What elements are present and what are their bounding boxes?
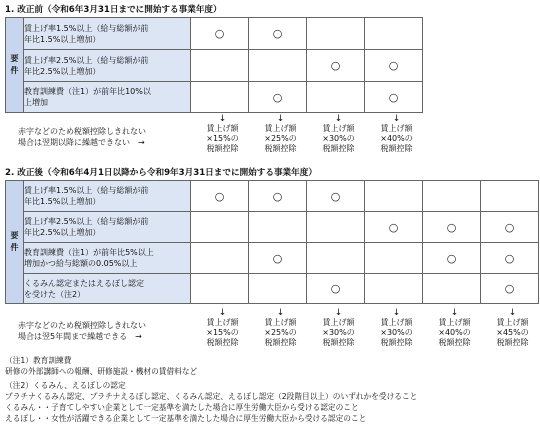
section1-table — [5, 17, 423, 113]
mark-cell: ○ — [481, 212, 539, 243]
mark-cell — [423, 181, 481, 212]
requirement-line: くるみん認定またはえるぼし認定 — [24, 278, 144, 288]
footnote-1-text: 研修の外部講師への報酬、研修施設・機材の賃借料など — [5, 367, 198, 376]
result-line: ×30%の — [380, 328, 413, 337]
result-line: ×40%の — [380, 134, 413, 143]
down-arrow-icon: ↓ — [508, 308, 517, 318]
requirement-label — [24, 212, 191, 243]
table-row — [6, 274, 539, 304]
requirement-line: 賃上げ率1.5%以上（給与総額が前 — [24, 186, 149, 195]
note-line: 赤字などのため税額控除しきれない — [18, 127, 146, 136]
requirement-line: 年比1.5%以上増加） — [24, 34, 101, 44]
result-line: 賃上げ額 — [322, 124, 355, 133]
result-line: 賃上げ額 — [206, 318, 239, 327]
result-line: ×25%の — [264, 328, 297, 337]
requirement-line: を受けた（注2） — [24, 289, 86, 299]
result-label — [252, 114, 309, 154]
result-label — [368, 114, 425, 154]
result-line: 税額控除 — [264, 144, 297, 153]
table-row — [6, 181, 539, 212]
side-label-char: 要 — [10, 54, 19, 63]
side-label-char: 要 — [10, 231, 19, 240]
requirement-line: 増加かつ給与総額の0.05%以上 — [24, 259, 138, 268]
result-line: 賃上げ額 — [264, 124, 297, 133]
down-arrow-icon: ↓ — [334, 308, 343, 318]
requirement-label — [24, 82, 191, 113]
carryover-note — [18, 320, 146, 342]
mark-cell: ○ — [307, 50, 365, 82]
mark-cell: ○ — [249, 82, 307, 113]
mark-cell — [307, 82, 365, 113]
mark-cell: ○ — [249, 181, 307, 212]
mark-cell — [365, 18, 423, 50]
result-label — [252, 308, 309, 348]
result-line: 税額控除 — [264, 338, 297, 347]
mark-cell — [365, 181, 423, 212]
requirement-line: 賃上げ率2.5%以上（給与総額が前 — [24, 55, 149, 65]
down-arrow-icon: ↓ — [276, 114, 285, 124]
table-row — [6, 18, 423, 50]
result-line: 税額控除 — [322, 338, 355, 347]
result-label — [194, 114, 251, 154]
mark-cell: ○ — [307, 274, 365, 304]
mark-cell: ○ — [423, 243, 481, 274]
requirement-line: 賃上げ率1.5%以上（給与総額が前 — [24, 23, 149, 33]
mark-cell: ○ — [307, 181, 365, 212]
result-line: 税額控除 — [380, 338, 413, 347]
requirements-side-label — [6, 18, 24, 113]
mark-cell: ○ — [481, 243, 539, 274]
down-arrow-icon: ↓ — [276, 308, 285, 318]
down-arrow-icon: ↓ — [450, 308, 459, 318]
down-arrow-icon: ↓ — [218, 308, 227, 318]
requirement-line: 教育訓練費（注1）が前年比10%以 — [24, 87, 151, 96]
mark-cell — [249, 274, 307, 304]
mark-cell — [307, 212, 365, 243]
mark-cell — [307, 243, 365, 274]
mark-cell: ○ — [365, 82, 423, 113]
result-label — [426, 308, 483, 348]
side-label-char: 件 — [10, 243, 19, 252]
result-line: 賃上げ額 — [264, 318, 297, 327]
table-row — [6, 243, 539, 274]
mark-cell — [191, 212, 249, 243]
requirements-side-label — [6, 181, 24, 304]
section2-title: 2. 改正後（令和6年4月1日以降から令和9年3月31日までに開始する事業年度） — [5, 168, 317, 178]
result-line: 賃上げ額 — [496, 318, 529, 327]
result-line: 税額控除 — [380, 144, 413, 153]
result-label — [484, 308, 540, 348]
requirement-label — [24, 243, 191, 274]
requirement-line: 年比2.5%以上増加） — [24, 228, 101, 237]
result-label — [310, 114, 367, 154]
result-line: 賃上げ額 — [438, 318, 471, 327]
requirement-line: 年比1.5%以上増加） — [24, 197, 101, 206]
requirement-label — [24, 181, 191, 212]
mark-cell: ○ — [481, 274, 539, 304]
mark-cell — [481, 181, 539, 212]
result-label — [368, 308, 425, 348]
result-line: 賃上げ額 — [322, 318, 355, 327]
result-line: ×30%の — [322, 134, 355, 143]
footnote-2-title: （注2）くるみん、えるぼしの認定 — [5, 381, 126, 390]
mark-cell — [307, 18, 365, 50]
note-line: 赤字などのため税額控除しきれない — [18, 321, 146, 330]
result-line: 賃上げ額 — [380, 318, 413, 327]
mark-cell — [191, 50, 249, 82]
note-line: 場合は翌5年間まで繰越できる → — [18, 332, 142, 341]
mark-cell: ○ — [365, 212, 423, 243]
mark-cell: ○ — [191, 181, 249, 212]
footnote-1-title: （注1）教育訓練費 — [5, 356, 72, 365]
result-line: ×30%の — [322, 328, 355, 337]
requirement-line: 教育訓練費（注1）が前年比5%以上 — [24, 248, 154, 257]
requirement-line: 上増加 — [24, 98, 48, 107]
mark-cell: ○ — [191, 18, 249, 50]
result-line: 賃上げ額 — [380, 124, 413, 133]
mark-cell: ○ — [249, 243, 307, 274]
result-line: 税額控除 — [496, 338, 529, 347]
mark-cell — [365, 243, 423, 274]
down-arrow-icon: ↓ — [392, 308, 401, 318]
result-line: 税額控除 — [438, 338, 471, 347]
result-label — [310, 308, 367, 348]
table-row — [6, 212, 539, 243]
section2-table — [5, 180, 539, 304]
footnote-2-line: くるみん・・子育てしやすい企業として一定基準を満たした場合に厚生労働大臣から受ける認定のこと — [5, 403, 359, 412]
mark-cell — [365, 274, 423, 304]
mark-cell — [191, 243, 249, 274]
mark-cell: ○ — [423, 212, 481, 243]
result-line: ×25%の — [264, 134, 297, 143]
mark-cell — [249, 50, 307, 82]
section1-title: 1. 改正前（令和6年3月31日までに開始する事業年度） — [5, 5, 222, 15]
result-line: 賃上げ額 — [206, 124, 239, 133]
result-line: ×15%の — [206, 134, 239, 143]
result-line: 税額控除 — [206, 338, 239, 347]
requirement-line: 賃上げ率2.5%以上（給与総額が前 — [24, 217, 149, 226]
mark-cell — [249, 212, 307, 243]
mark-cell — [423, 274, 481, 304]
note-line: 場合は翌期以降に繰越できない → — [18, 138, 145, 147]
table-row — [6, 82, 423, 113]
down-arrow-icon: ↓ — [218, 114, 227, 124]
footnote-2-line: えるぼし・・女性が活躍できる企業として一定基準を満たした場合に厚生労働大臣から受ける認定のこと — [5, 414, 367, 423]
mark-cell — [191, 82, 249, 113]
requirement-label — [24, 274, 191, 304]
side-label-char: 件 — [10, 66, 19, 75]
requirement-label — [24, 50, 191, 82]
requirement-label — [24, 18, 191, 50]
result-label — [194, 308, 251, 348]
table-row — [6, 50, 423, 82]
mark-cell — [191, 274, 249, 304]
result-line: 税額控除 — [206, 144, 239, 153]
footnote-2-line: プラチナくるみん認定、プラチナえるぼし認定、くるみん認定、えるぼし認定（2段階目以上）のいずれかを受けること — [5, 392, 418, 401]
result-line: ×40%の — [438, 328, 471, 337]
requirement-line: 年比2.5%以上増加） — [24, 66, 101, 76]
down-arrow-icon: ↓ — [334, 114, 343, 124]
mark-cell: ○ — [365, 50, 423, 82]
result-line: ×15%の — [206, 328, 239, 337]
down-arrow-icon: ↓ — [392, 114, 401, 124]
result-line: ×45%の — [496, 328, 529, 337]
carryover-note — [18, 126, 146, 148]
result-line: 税額控除 — [322, 144, 355, 153]
mark-cell: ○ — [249, 18, 307, 50]
